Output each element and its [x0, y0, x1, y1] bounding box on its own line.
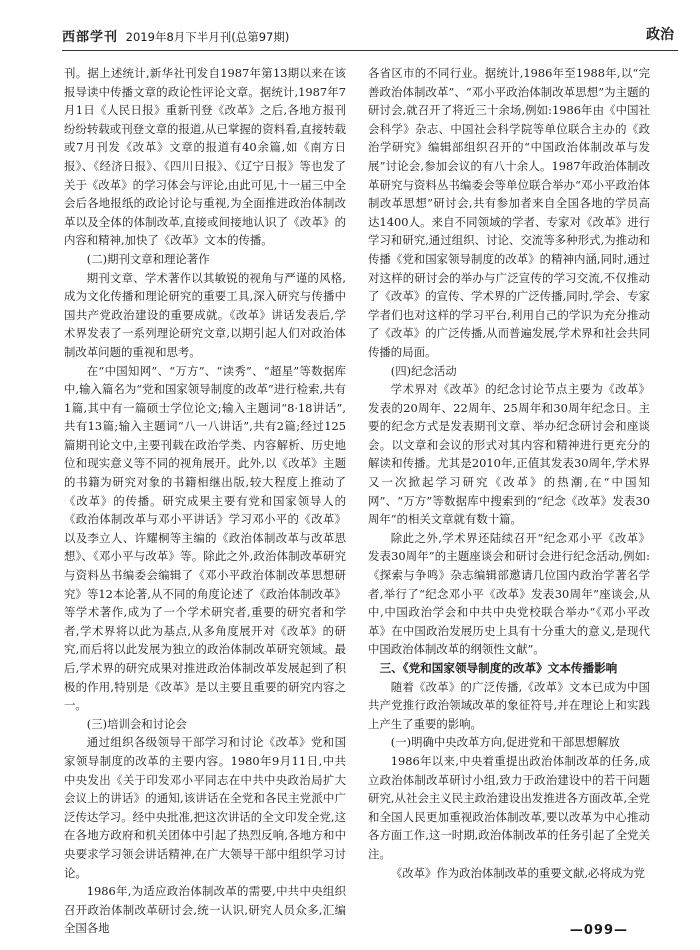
paragraph: 除此之外,学术界还陆续召开“纪念邓小平《改革》发表30周年”的主题座谈会和研讨会进行纪念活动,例如:《探索与争鸣》杂志编辑部邀请几位国内政治学著名学者,举行了“纪念邓小平《改革》发表30周年”座谈会,从中,中国政治学会和中共中央党校联合举办“《邓小平改革》在中国政治发展历史上具有十分重大的意义,是现代中国政治体制改革的纲领性文献”。	[368, 530, 650, 657]
subsection-heading: (三)培训会和讨论会	[86, 716, 187, 731]
paragraph: 各省区市的不同行业。据统计,1986年至1988年,以“完善政治体制改革”、“邓小平政治体制改革思想”为主题的研讨会,就召开了将近三十余场,例如:1986年由《中国社会科学》杂志、中国社会科学院等单位联合主办的《政治学研究》编辑部组织召开的“中国政治体制改革与发展”讨论会,参加会议的有八十余人。1987年政治体制改革研究与资料丛书编委会等单位联合举办“邓小平政治体制改革思想”研讨会,共有参加者来自全国各地的学员高达1400人。来自不同领域的学者、专家对《改革》进行学习和研究,通过组织、讨论、交流等多种形式,为推动和传播《党和国家领导制度的改革》的精神内涵,同时,通过对这样的研讨会的举办与广泛宣传的学习交流,不仅推动了《改革》的宣传、学术界的广泛传播,同时,学会、专家学者们也对这样的学习平台,利用自己的学识为充分推动了《改革》的广泛传播,从而普遍发展,学术界和社会共同传播的局面。	[368, 66, 650, 359]
subsection-heading: (二)期刊文章和理论著作	[86, 251, 210, 266]
paragraph: 通过组织各级领导干部学习和讨论《改革》党和国家领导制度的改革的主要内容。1980年9月11日,中共中央发出《关于印发邓小平同志在中共中央政治局扩大会议上的讲话》的通知,该讲话在全党和各民主党派中广泛传达学习。经中央批准,把这次讲话的全文印发全党,这在各地方政府和机关团体中引起了热烈反响,各地方和中央要求学习领会讲话精神,在广大领导干部中组织学习讨论。	[64, 735, 346, 880]
journal-masthead	[62, 26, 289, 45]
left-column	[64, 64, 346, 938]
subsection-heading: (四)纪念活动	[390, 363, 457, 378]
subsection-heading: (一)明确中央改革方向,促进党和干部思想解放	[390, 735, 620, 750]
issue-info: 2019年8月下半月刊(总第97期)	[125, 30, 290, 44]
right-column	[368, 64, 650, 882]
paragraph: 学术界对《改革》的纪念讨论节点主要为《改革》发表的20周年、22周年、25周年和30周年纪念日。主要的纪念方式是发表期刊文章、举办纪念研讨会和座谈会。以文章和会议的形式对其内容和精神进行更充分的解读和传播。尤其是2010年,正值其发表30周年,学术界又一次掀起学习研究《改革》的热潮,在“中国知网”、“万方”等数据库中搜索到的“纪念《改革》发表30周年”的相关文章就有数十篇。	[368, 382, 650, 527]
paragraph: 随着《改革》的广泛传播,《改革》文本已成为中国共产党推行政治领域改革的象征符号,并在理论上和实践上产生了重要的影响。	[368, 679, 650, 731]
section-label: 政治	[646, 27, 674, 43]
paragraph: 期刊文章、学术著作以其敏锐的视角与严谨的风格,成为文化传播和理论研究的重要工具,深入研究与传播中国共产党政治建设的重要成就。《改革》讲话发表后,学术界发表了一系列理论研究文章,以期引起人们对政治体制改革问题的重视和思考。	[64, 270, 346, 359]
journal-title: 西部学刊	[62, 30, 119, 45]
paragraph: 刊。据上述统计,新华社刊发自1987年第13期以来在该报导读中传播文章的政论性评论文章。据统计,1987年7月1日《人民日报》重新刊登《改革》之后,各地方报刊纷纷转载或刊登文章的报道,从已掌握的资料看,直接转载或7月刊发《改革》文章的报道有40余篇,如《南方日报》、《经济日报》、《四川日报》、《辽宁日报》等也发了关于《改革》的学习体会与评论,由此可见,十一届三中全会后各地报纸的政论讨论与重视,为全面推进政治体制改革以及全体的体制改革,直接或间接地认识了《改革》的内容和精神,加快了《改革》文本的传播。	[64, 66, 346, 248]
paragraph: 1986年以来,中央着重提出政治体制改革的任务,成立政治体制改革研讨小组,致力于政治建设中的若干问题研究,从社会主义民主政治建设出发推进各方面改革,全党和全国人民更加重视政治体制改革,要以改革为中心推动各方面工作,这一时期,政治体制改革的任务引起了全党关注。	[368, 753, 650, 861]
page-number: —099—	[569, 923, 628, 938]
paragraph: 《改革》作为政治体制改革的重要文献,必将成为党	[390, 865, 646, 880]
paragraph: 1986年,为适应政治体制改革的需要,中共中央组织召开政治体制改革研讨会,统一认识,研究人员众多,汇编全国各地	[64, 884, 346, 936]
page-header	[62, 18, 678, 51]
paragraph: 在“中国知网”、“万方”、“读秀”、“超星”等数据库中,输入篇名为“党和国家领导制度的改革”进行检索,共有1篇,其中有一篇硕士学位论文;输入主题词“8·18讲话”,共有13篇;输入主题词“八一八讲话”,共有2篇;经过125篇期刊论文中,主要刊载在政治学类、内容解析、历史地位和现实意义等不同的视角展开。此外,以《改革》主题的书籍为研究对象的书籍相继出版,较大程度上推动了《改革》的传播。研究成果主要有党和国家领导人的《政治体制改革与邓小平讲话》学习邓小平的《改革》以及李立人、许耀桐等主编的《政治体制改革与改革思想》、《邓小平与改革》等。除此之外,政治体制改革研究与资料丛书编委会编辑了《邓小平政治体制改革思想研究》等12本论著,从不同的角度论述了《政治体制改革》等学术著作,成为了一个学术研究者,重要的研究者和学者,学术界将以此为基点,从多角度展开对《改革》的研究,而后将以此发展为独立的政治体制改革研究领域。最后,学术界的研究成果对推进政治体制改革发展起到了积极的作用,特别是《改革》是以主要且重要的研究内容之一。	[64, 363, 346, 713]
section-heading: 三、《党和国家领导制度的改革》文本传播影响	[379, 661, 618, 675]
